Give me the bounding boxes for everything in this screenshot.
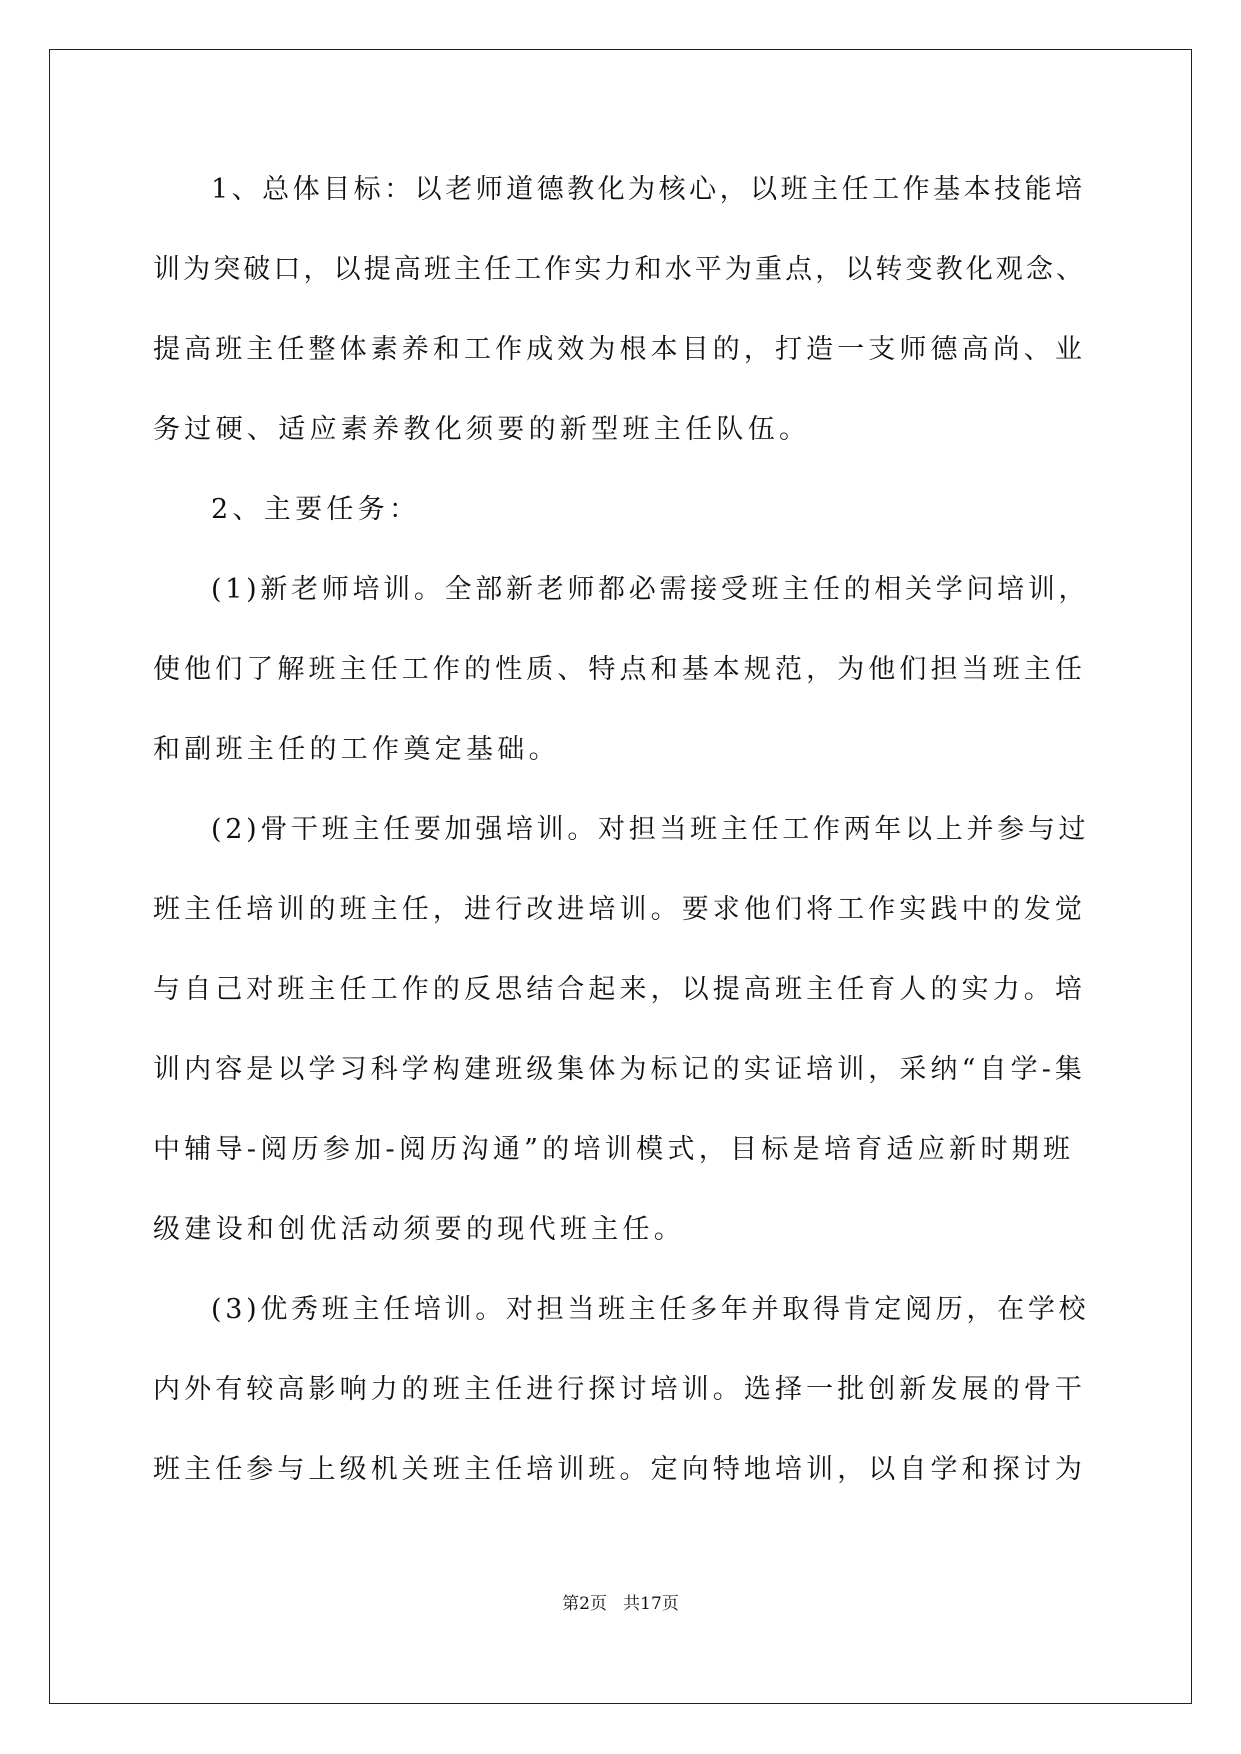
paragraph-task3-line-2: 内外有较高影响力的班主任进行探讨培训。选择一批创新发展的骨干 xyxy=(153,1374,1086,1405)
paragraph-task2-line-1: (2)骨干班主任要加强培训。对担当班主任工作两年以上并参与过 xyxy=(211,814,1090,845)
paragraph-task2-line-5: 中辅导-阅历参加-阅历沟通”的培训模式，目标是培育适应新时期班 xyxy=(153,1134,1075,1165)
paragraph-goal-line-2: 训为突破口，以提高班主任工作实力和水平为重点，以转变教化观念、 xyxy=(153,254,1087,285)
paragraph-task1-line-2: 使他们了解班主任工作的性质、特点和基本规范，为他们担当班主任 xyxy=(153,654,1086,685)
paragraph-goal-line-1: 1、总体目标：以老师道德教化为核心，以班主任工作基本技能培 xyxy=(211,174,1086,205)
section-heading-tasks: 2、主要任务： xyxy=(211,494,421,525)
page-number-footer: 第2页 共17页 xyxy=(562,1594,679,1614)
paragraph-task3-line-1: (3)优秀班主任培训。对担当班主任多年并取得肯定阅历，在学校 xyxy=(211,1294,1090,1325)
paragraph-goal-line-3: 提高班主任整体素养和工作成效为根本目的，打造一支师德高尚、业 xyxy=(153,334,1086,365)
paragraph-task3-line-3: 班主任参与上级机关班主任培训班。定向特地培训，以自学和探讨为 xyxy=(153,1454,1086,1485)
paragraph-goal-line-4: 务过硬、适应素养教化须要的新型班主任队伍。 xyxy=(153,414,811,445)
paragraph-task2-line-6: 级建设和创优活动须要的现代班主任。 xyxy=(153,1214,686,1245)
paragraph-task1-line-1: (1)新老师培训。全部新老师都必需接受班主任的相关学问培训， xyxy=(211,574,1090,605)
paragraph-task2-line-3: 与自己对班主任工作的反思结合起来，以提高班主任育人的实力。培 xyxy=(153,974,1086,1005)
paragraph-task2-line-2: 班主任培训的班主任，进行改进培训。要求他们将工作实践中的发觉 xyxy=(153,894,1086,925)
paragraph-task2-line-4: 训内容是以学习科学构建班级集体为标记的实证培训，采纳“自学-集 xyxy=(153,1054,1087,1085)
paragraph-task1-line-3: 和副班主任的工作奠定基础。 xyxy=(153,734,560,765)
